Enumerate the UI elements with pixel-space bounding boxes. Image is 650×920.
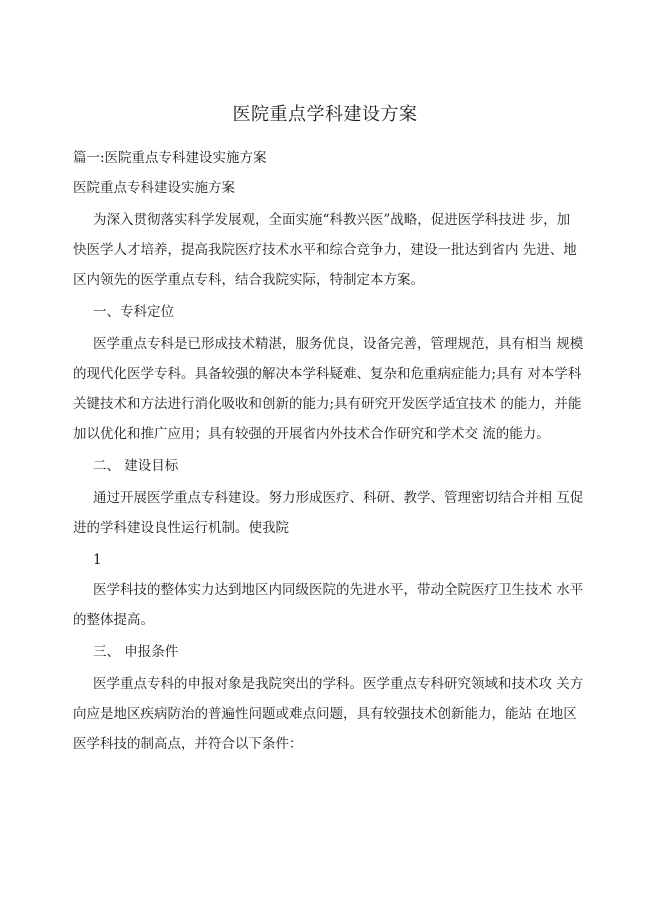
page-number: 1	[93, 552, 102, 568]
paragraph-line: 医学重点专科是已形成技术精湛，服务优良，设备完善，管理规范，具有相当 规模	[93, 336, 584, 352]
paragraph-line: 快医学人才培养，提高我院医疗技术水平和综合竞争力，建设一批达到省内 先进、地	[73, 242, 577, 258]
paragraph-line: 向应是地区疾病防治的普遍性问题或难点问题，具有较强技术创新能力，能站 在地区	[73, 706, 577, 722]
paragraph-line: 医学科技的整体实力达到地区内同级医院的先进水平，带动全院医疗卫生技术 水平	[93, 582, 584, 598]
paragraph-line: 通过开展医学重点专科建设。努力形成医疗、科研、教学、管理密切结合并相 互促	[93, 490, 584, 506]
section-heading-goals: 二、 建设目标	[93, 458, 179, 474]
section-heading-positioning: 一、专科定位	[93, 304, 174, 320]
article-heading: 篇一:医院重点专科建设实施方案	[73, 150, 267, 166]
paragraph-line: 医学科技的制高点，并符合以下条件：	[73, 736, 303, 752]
paragraph-line: 关键技术和方法进行消化吸收和创新的能力;具有研究开发医学适宜技术 的能力，并能	[73, 396, 582, 412]
sub-heading: 医院重点专科建设实施方案	[73, 180, 235, 196]
paragraph-line: 进的学科建设良性运行机制。使我院	[73, 520, 289, 536]
paragraph-line: 区内领先的医学重点专科，结合我院实际，特制定本方案。	[73, 272, 424, 288]
paragraph-line: 加以优化和推广应用；具有较强的开展省内外技术合作研究和学术交 流的能力。	[73, 426, 550, 442]
paragraph-line: 的现代化医学专科。具备较强的解决本学科疑难、复杂和危重病症能力;具有 对本学科	[73, 366, 582, 382]
paragraph-line: 的整体提高。	[73, 612, 154, 628]
section-heading-conditions: 三、 申报条件	[93, 644, 179, 660]
paragraph-line: 医学重点专科的申报对象是我院突出的学科。医学重点专科研究领域和技术攻 关方	[93, 676, 584, 692]
document-title: 医院重点学科建设方案	[232, 104, 418, 125]
paragraph-line: 为深入贯彻落实科学发展观，全面实施“科教兴医”战略，促进医学科技进 步，加	[93, 212, 571, 228]
